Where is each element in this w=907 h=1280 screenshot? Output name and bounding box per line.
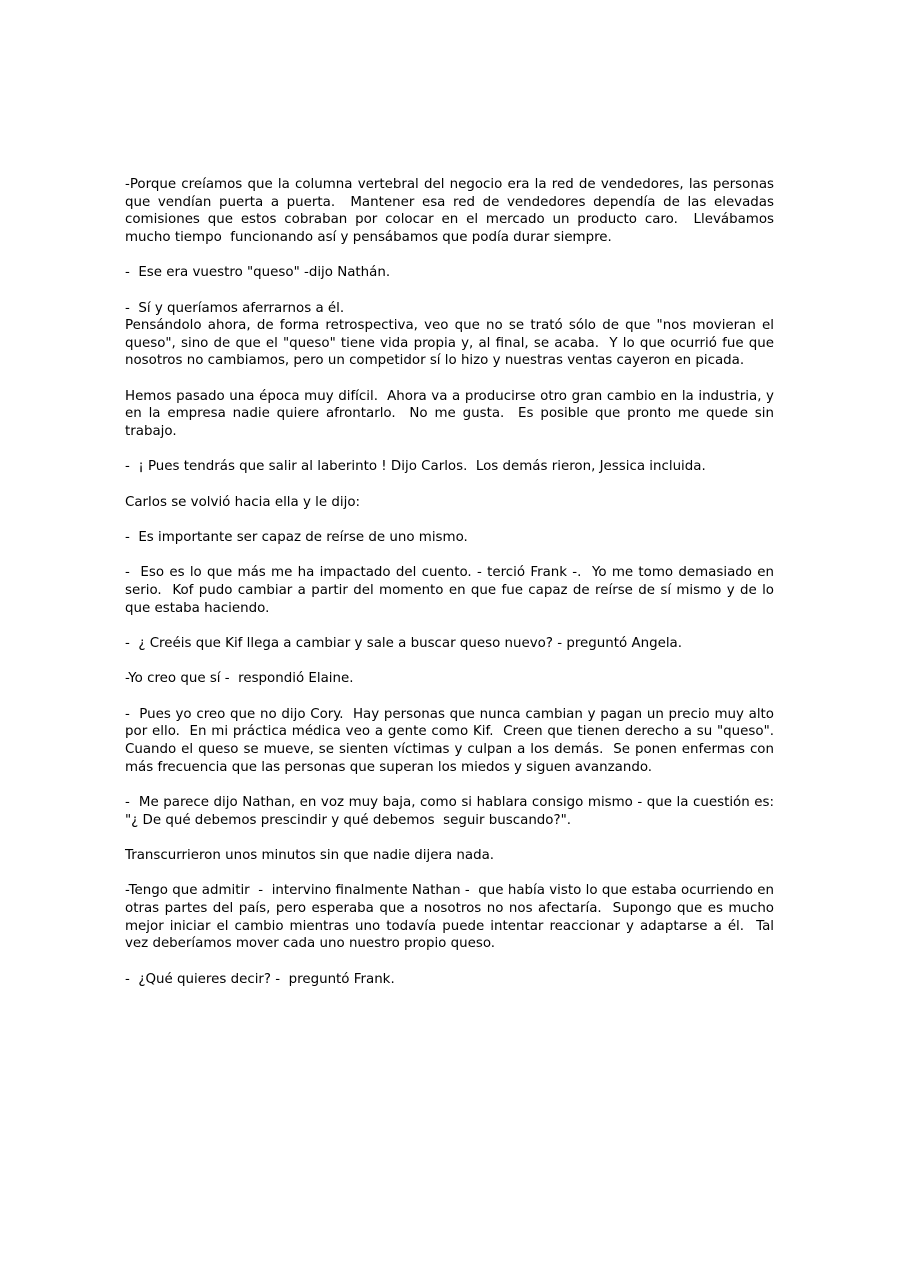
paragraph-8: - Es importante ser capaz de reírse de uno mismo.: [125, 530, 468, 546]
paragraph-6: - ¡ Pues tendrás que salir al laberinto ! Dijo Carlos. Los demás rieron, Jessica incluida.: [125, 459, 706, 475]
paragraph-4: Pensándolo ahora, de forma retrospectiva, veo que no se trató sólo de que "nos movieran el queso", sino de que el "queso" tiene vida propia y, al final, se acaba. Y lo que ocurrió fue que nosotros no cambiamos, pero un competidor sí lo hizo y nuestras ventas cayeron en picada.: [125, 318, 779, 369]
paragraph-15: -Tengo que admitir - intervino finalmente Nathan - que había visto lo que estaba ocurriendo en otras partes del país, pero esperaba que a nosotros no nos afectaría. Supongo que es mucho mejor iniciar el cambio mientras uno todavía puede intentar reaccionar y adaptarse a él. Tal vez deberíamos mover cada uno nuestro propio queso.: [125, 883, 779, 952]
paragraph-11: -Yo creo que sí - respondió Elaine.: [125, 671, 354, 687]
paragraph-13: - Me parece dijo Nathan, en voz muy baja, como si hablara consigo mismo - que la cuestión es: "¿ De qué debemos prescindir y qué debemos seguir buscando?".: [125, 795, 779, 828]
document-page: [125, 176, 783, 1006]
paragraph-7: Carlos se volvió hacia ella y le dijo:: [125, 494, 361, 510]
paragraph-16: - ¿Qué quieres decir? - preguntó Frank.: [125, 971, 395, 987]
paragraph-12: - Pues yo creo que no dijo Cory. Hay personas que nunca cambian y pagan un precio muy alto por ello. En mi práctica médica veo a gente como Kif. Creen que tienen derecho a su "queso". Cuando el queso se mueve, se sienten víctimas y culpan a los demás. Se ponen enfermas con más frecuencia que las personas que superan los miedos y siguen avanzando.: [125, 706, 783, 775]
paragraph-3: - Sí y queríamos aferrarnos a él.: [125, 300, 345, 316]
paragraph-5: Hemos pasado una época muy difícil. Ahora va a producirse otro gran cambio en la industria, y en la empresa nadie quiere afrontarlo. No me gusta. Es posible que pronto me quede sin trabajo.: [125, 388, 779, 439]
paragraph-10: - ¿ Creéis que Kif llega a cambiar y sale a buscar queso nuevo? - preguntó Angela.: [125, 636, 683, 652]
paragraph-2: - Ese era vuestro "queso" -dijo Nathán.: [125, 265, 391, 281]
paragraph-1: -Porque creíamos que la columna vertebral del negocio era la red de vendedores, las personas que vendían puerta a puerta. Mantener esa red de vendedores dependía de las elevadas comisiones que estos cobraban por colocar en el mercado un producto caro. Llevábamos mucho tiempo funcionando así y pensábamos que podía durar siempre.: [125, 177, 779, 245]
paragraph-9: - Eso es lo que más me ha impactado del cuento. - terció Frank -. Yo me tomo demasiado en serio. Kof pudo cambiar a partir del momento en que fue capaz de reírse de sí mismo y de lo que estaba haciendo.: [125, 565, 779, 616]
paragraph-14: Transcurrieron unos minutos sin que nadie dijera nada.: [125, 848, 495, 863]
